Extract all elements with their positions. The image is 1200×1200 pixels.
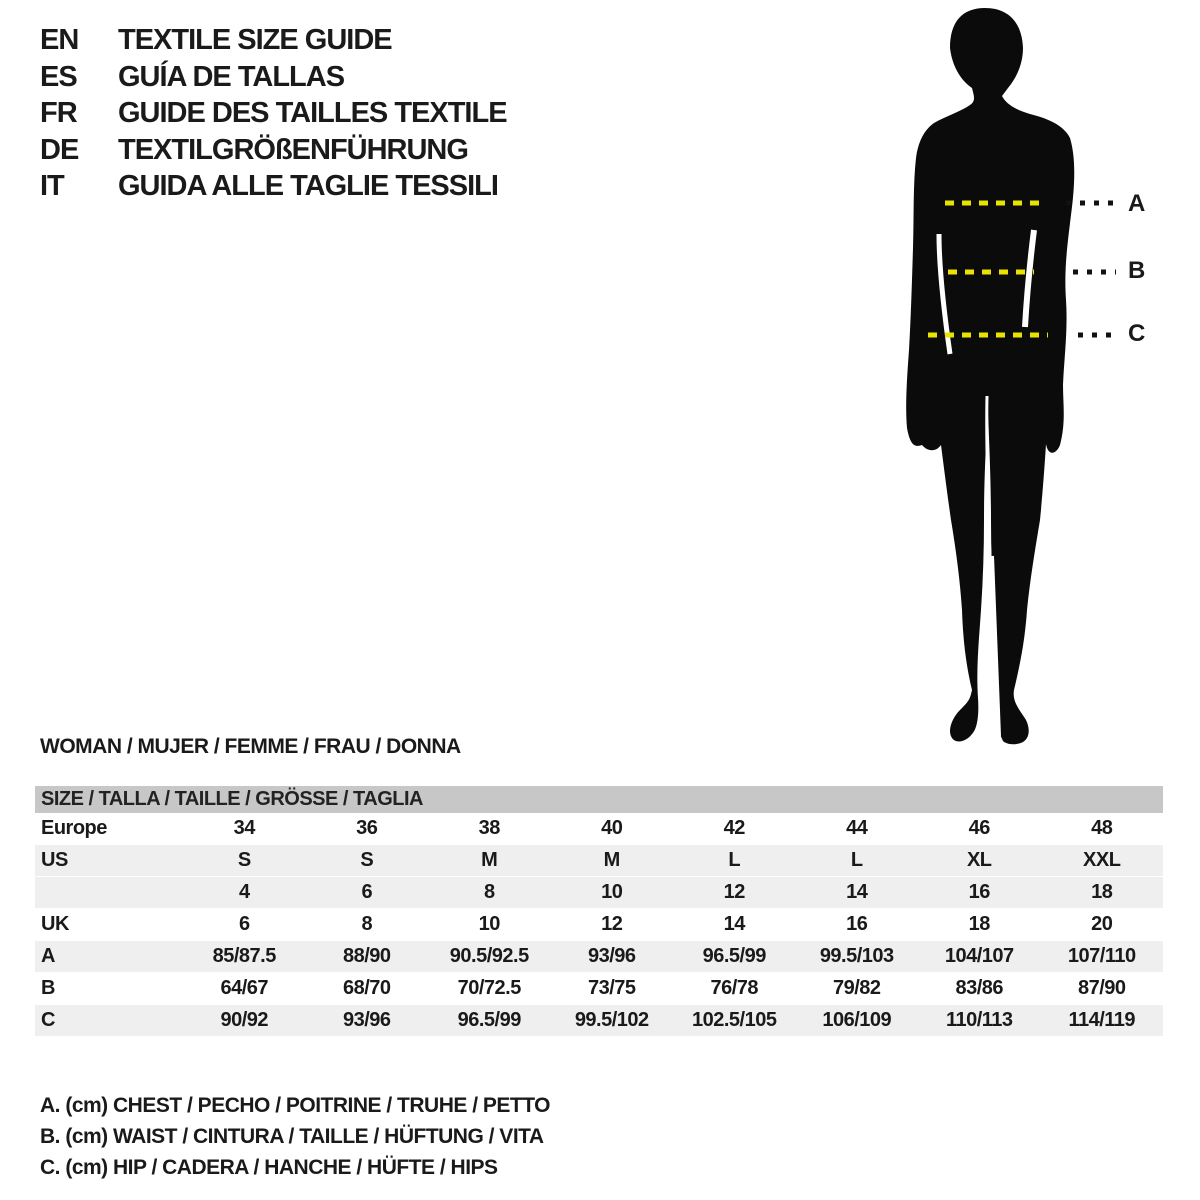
size-cell: 12 — [601, 913, 623, 935]
size-cell: 16 — [846, 913, 868, 935]
size-cell: 90/92 — [220, 1009, 269, 1031]
size-cell: 6 — [361, 881, 373, 903]
size-cell: L — [850, 849, 863, 871]
table-row-us — [35, 845, 1163, 877]
language-row — [40, 22, 507, 59]
size-cell: 4 — [238, 881, 250, 903]
size-cell: 18 — [968, 913, 990, 935]
size-cell: S — [360, 849, 374, 871]
size-cell: 83/86 — [955, 977, 1004, 999]
marker-label-chest: A — [1128, 190, 1145, 217]
marker-label-waist: B — [1128, 257, 1145, 284]
size-cell: M — [481, 849, 498, 871]
language-title: TEXTILGRÖßENFÜHRUNG — [118, 133, 468, 166]
size-cell: 8 — [361, 913, 373, 935]
size-cell: 73/75 — [587, 977, 636, 999]
size-cell: 42 — [723, 817, 745, 839]
language-row — [40, 95, 507, 132]
language-code: ES — [40, 60, 77, 93]
size-cell: 14 — [723, 913, 745, 935]
size-cell: 36 — [356, 817, 378, 839]
size-cell: 96.5/99 — [702, 945, 766, 967]
size-cell: 12 — [723, 881, 745, 903]
size-cell: XXL — [1083, 849, 1121, 871]
woman-silhouette-figure — [850, 0, 1200, 760]
language-code: DE — [40, 133, 79, 166]
size-cell: 96.5/99 — [457, 1009, 521, 1031]
size-cell: 10 — [478, 913, 500, 935]
language-row — [40, 168, 507, 205]
size-cell: 88/90 — [342, 945, 391, 967]
language-code: FR — [40, 97, 77, 129]
size-cell: 40 — [601, 817, 623, 839]
size-cell: 38 — [478, 817, 500, 839]
language-title: GUÍA DE TALLAS — [118, 60, 345, 93]
size-cell: L — [728, 849, 741, 871]
language-code: EN — [40, 24, 79, 56]
size-cell: 70/72.5 — [457, 977, 521, 999]
table-row-chest — [35, 941, 1163, 973]
row-label: US — [41, 849, 68, 871]
size-cell: 34 — [233, 817, 255, 839]
size-table-header: SIZE / TALLA / TAILLE / GRÖSSE / TAGLIA — [35, 786, 1163, 813]
size-cell: 46 — [968, 817, 990, 839]
size-cell: 6 — [238, 913, 250, 935]
row-label: B — [41, 977, 55, 999]
size-cell: 99.5/103 — [819, 945, 894, 967]
size-cell: 102.5/105 — [692, 1009, 777, 1031]
language-title: GUIDE DES TAILLES TEXTILE — [118, 97, 507, 129]
footnote-chest: A. (cm) CHEST / PECHO / POITRINE / TRUHE / PETTO — [40, 1094, 551, 1117]
row-label: A — [41, 945, 55, 967]
row-label: UK — [41, 913, 69, 935]
language-code: IT — [40, 170, 64, 202]
table-row-us-numeric — [35, 877, 1163, 909]
table-row-europe — [35, 813, 1163, 845]
footnotes — [40, 1090, 550, 1183]
size-cell: 85/87.5 — [212, 945, 276, 967]
row-label — [35, 877, 183, 908]
size-cell: 104/107 — [944, 945, 1014, 967]
table-row-waist — [35, 973, 1163, 1005]
size-cell: 48 — [1091, 817, 1113, 839]
table-row-hip — [35, 1005, 1163, 1037]
footnote-hip: C. (cm) HIP / CADERA / HANCHE / HÜFTE / HIPS — [40, 1156, 498, 1179]
size-cell: S — [237, 849, 251, 871]
language-title: GUIDA ALLE TAGLIE TESSILI — [118, 170, 498, 202]
size-cell: 18 — [1091, 881, 1113, 903]
size-cell: 93/96 — [587, 945, 636, 967]
size-cell: 14 — [846, 881, 868, 903]
size-cell: 114/119 — [1068, 1009, 1136, 1031]
size-cell: 87/90 — [1077, 977, 1126, 999]
size-cell: XL — [966, 849, 992, 871]
section-title-woman: WOMAN / MUJER / FEMME / FRAU / DONNA — [40, 735, 461, 758]
woman-silhouette — [850, 0, 1200, 760]
size-cell: 93/96 — [342, 1009, 391, 1031]
language-title: TEXTILE SIZE GUIDE — [118, 24, 392, 56]
language-row — [40, 59, 507, 96]
size-cell: 20 — [1091, 913, 1113, 935]
size-cell: 106/109 — [822, 1009, 892, 1031]
row-label: C — [41, 1009, 55, 1031]
size-cell: 68/70 — [342, 977, 391, 999]
size-cell: 64/67 — [220, 977, 269, 999]
row-label: Europe — [41, 817, 107, 839]
footnote-waist: B. (cm) WAIST / CINTURA / TAILLE / HÜFTUNG / VITA — [40, 1125, 544, 1148]
size-cell: 10 — [601, 881, 623, 903]
language-row — [40, 132, 507, 169]
size-cell: 44 — [846, 817, 868, 839]
language-list — [40, 22, 507, 205]
size-cell: 90.5/92.5 — [449, 945, 529, 967]
table-row-uk — [35, 909, 1163, 941]
marker-label-hip: C — [1128, 320, 1145, 347]
size-cell: 76/78 — [710, 977, 759, 999]
size-cell: 107/110 — [1067, 945, 1136, 967]
size-cell: 99.5/102 — [574, 1009, 649, 1031]
size-cell: M — [603, 849, 620, 871]
size-cell: 79/82 — [832, 977, 881, 999]
size-cell: 8 — [483, 881, 495, 903]
size-cell: 110/113 — [945, 1009, 1013, 1031]
size-cell: 16 — [968, 881, 990, 903]
size-table — [35, 786, 1163, 1037]
